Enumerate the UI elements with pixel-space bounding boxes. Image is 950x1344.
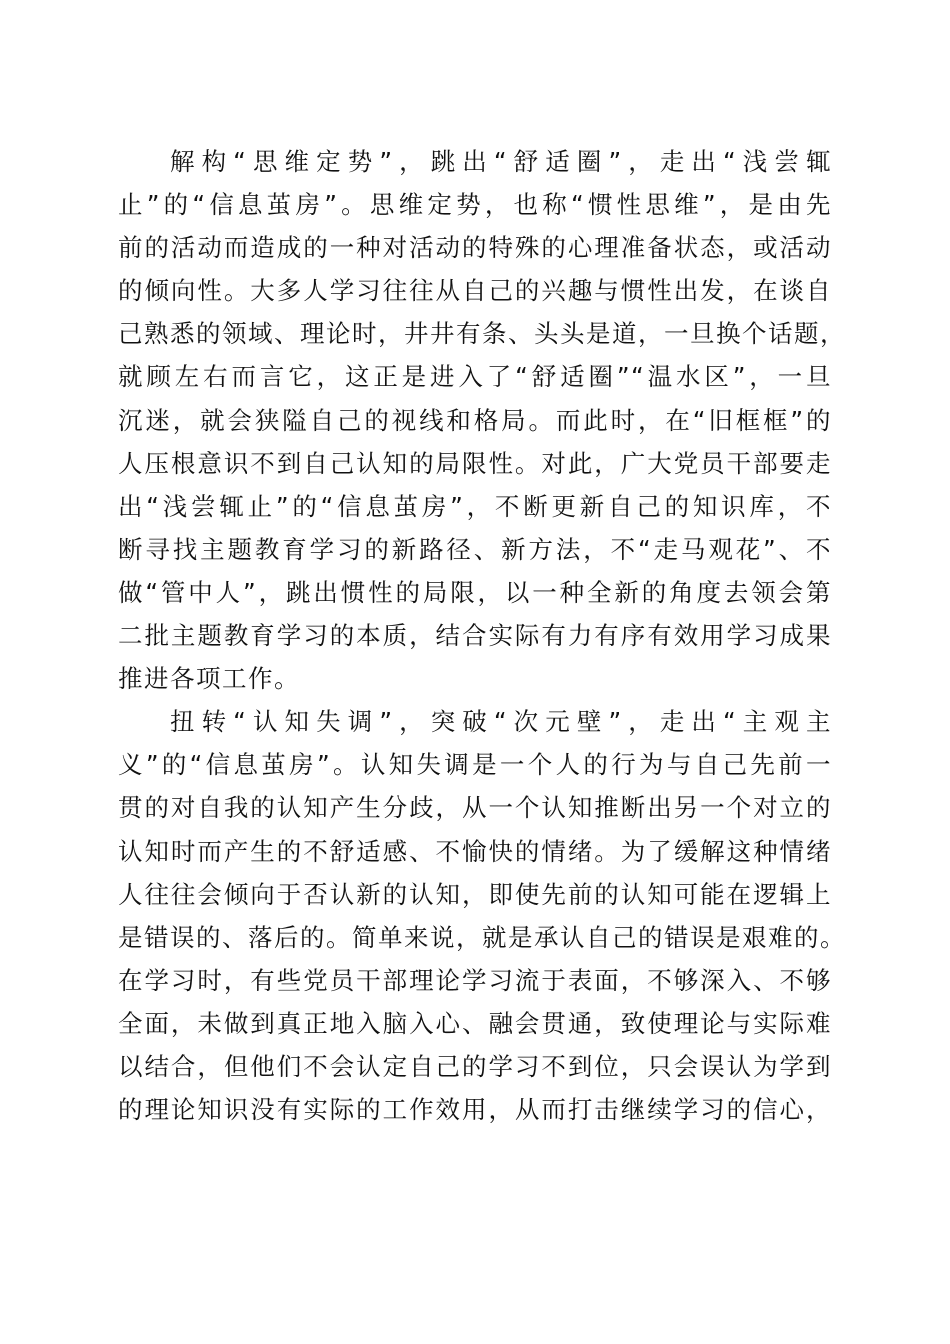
text-line: 人压根意识不到自己认知的局限性。对此，广大党员干部要走 (118, 448, 832, 478)
text-line: 断寻找主题教育学习的新路径、新方法，不“走马观花”、不 (118, 534, 832, 564)
text-line: 贯的对自我的认知产生分歧，从一个认知推断出另一个对立的 (118, 793, 832, 823)
text-line: 推进各项工作。 (118, 664, 300, 694)
text-line: 做“管中人”，跳出惯性的局限，以一种全新的角度去领会第 (118, 577, 832, 607)
text-line: 在学习时，有些党员干部理论学习流于表面，不够深入、不够 (118, 965, 832, 995)
text-line: 前的活动而造成的一种对活动的特殊的心理准备状态，或活动 (118, 233, 832, 263)
text-line: 认知时而产生的不舒适感、不愉快的情绪。为了缓解这种情绪 (118, 836, 832, 866)
text-line: 就顾左右而言它，这正是进入了“舒适圈”“温水区”，一旦 (118, 362, 832, 392)
paragraph-reverse-dissonance (118, 700, 846, 1131)
text-line: 是错误的、落后的。简单来说，就是承认自己的错误是艰难的。 (118, 922, 846, 952)
text-line: 以结合，但他们不会认定自己的学习不到位，只会误认为学到 (118, 1051, 832, 1081)
text-line: 人往往会倾向于否认新的认知，即使先前的认知可能在逻辑上 (118, 879, 832, 909)
text-line: 解构“思维定势”，跳出“舒适圈”，走出“浅尝辄 (170, 147, 832, 176)
text-line: 二批主题教育学习的本质，结合实际有力有序有效用学习成果 (118, 621, 832, 651)
paragraph-deconstruct-mindset (118, 140, 846, 700)
text-line: 沉迷，就会狭隘自己的视线和格局。而此时，在“旧框框”的 (118, 405, 832, 435)
text-line: 义”的“信息茧房”。认知失调是一个人的行为与自己先前一 (118, 750, 832, 780)
text-line: 出“浅尝辄止”的“信息茧房”，不断更新自己的知识库，不 (118, 491, 832, 521)
text-line: 止”的“信息茧房”。思维定势，也称“惯性思维”，是由先 (118, 190, 832, 220)
document-body (118, 140, 846, 1131)
text-line: 全面，未做到真正地入脑入心、融会贯通，致使理论与实际难 (118, 1008, 832, 1038)
text-line: 扭转“认知失调”，突破“次元壁”，走出“主观主 (170, 707, 832, 737)
text-line: 的倾向性。大多人学习往往从自己的兴趣与惯性出发，在谈自 (118, 276, 832, 306)
text-line: 的理论知识没有实际的工作效用，从而打击继续学习的信心， (118, 1095, 832, 1125)
text-line: 己熟悉的领域、理论时，井井有条、头头是道，一旦换个话题， (118, 319, 846, 349)
